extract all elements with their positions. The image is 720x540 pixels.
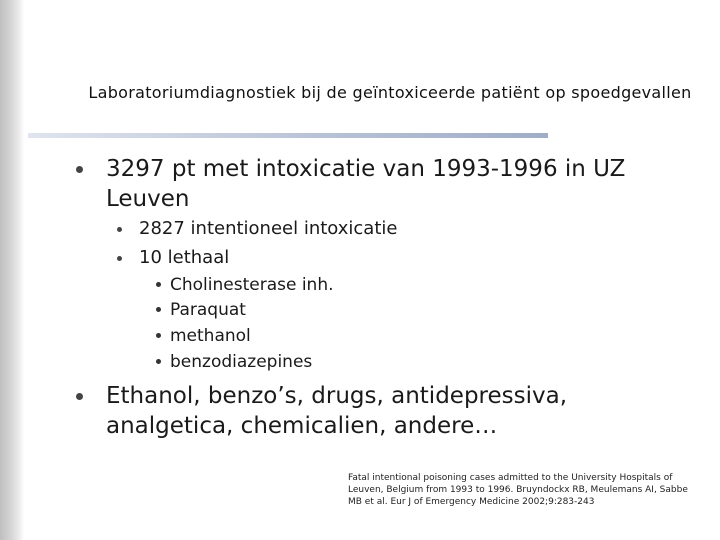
bullet-sub-1-text: 2827 intentioneel intoxicatie (139, 218, 398, 239)
bullet-main-1 (106, 154, 686, 214)
slide-left-band (0, 0, 24, 540)
bullet-main-2-text: Ethanol, benzo’s, drugs, antidepressiva, analgetica, chemicalien, andere… (106, 383, 568, 439)
bullet-dot-icon (117, 256, 122, 261)
bullet-dot-icon (156, 359, 161, 364)
bullet-dot-icon (156, 307, 161, 312)
bullet-sub-2 (139, 246, 639, 270)
bullet-subsub-4-text: benzodiazepines (170, 352, 313, 372)
bullet-dot-icon (117, 227, 122, 232)
bullet-sub-1 (139, 217, 639, 241)
bullet-subsub-3 (170, 325, 570, 347)
bullet-main-2 (106, 381, 686, 441)
bullet-sub-2-text: 10 lethaal (139, 247, 230, 268)
bullet-subsub-1-text: Cholinesterase inh. (170, 275, 334, 295)
bullet-dot-icon (76, 393, 83, 400)
bullet-subsub-3-text: methanol (170, 326, 251, 346)
bullet-dot-icon (76, 166, 83, 173)
bullet-dot-icon (156, 282, 161, 287)
bullet-subsub-4 (170, 351, 570, 373)
bullet-subsub-2-text: Paraquat (170, 300, 246, 320)
slide-title: Laboratoriumdiagnostiek bij de geïntoxiceerde patiënt op spoedgevallen (88, 83, 692, 102)
bullet-subsub-2 (170, 299, 570, 321)
bullet-subsub-1 (170, 274, 570, 296)
title-underline (28, 133, 548, 138)
bullet-main-1-text: 3297 pt met intoxicatie van 1993-1996 in UZ Leuven (106, 156, 626, 212)
bullet-dot-icon (156, 333, 161, 338)
reference-citation: Fatal intentional poisoning cases admitted to the University Hospitals of Leuven, Belgium from 1993 to 1996. Bruyndockx RB, Meulemans AI, Sabbe MB et al. Eur J of Emergency Medicine 2002;9:283-243 (348, 473, 688, 507)
